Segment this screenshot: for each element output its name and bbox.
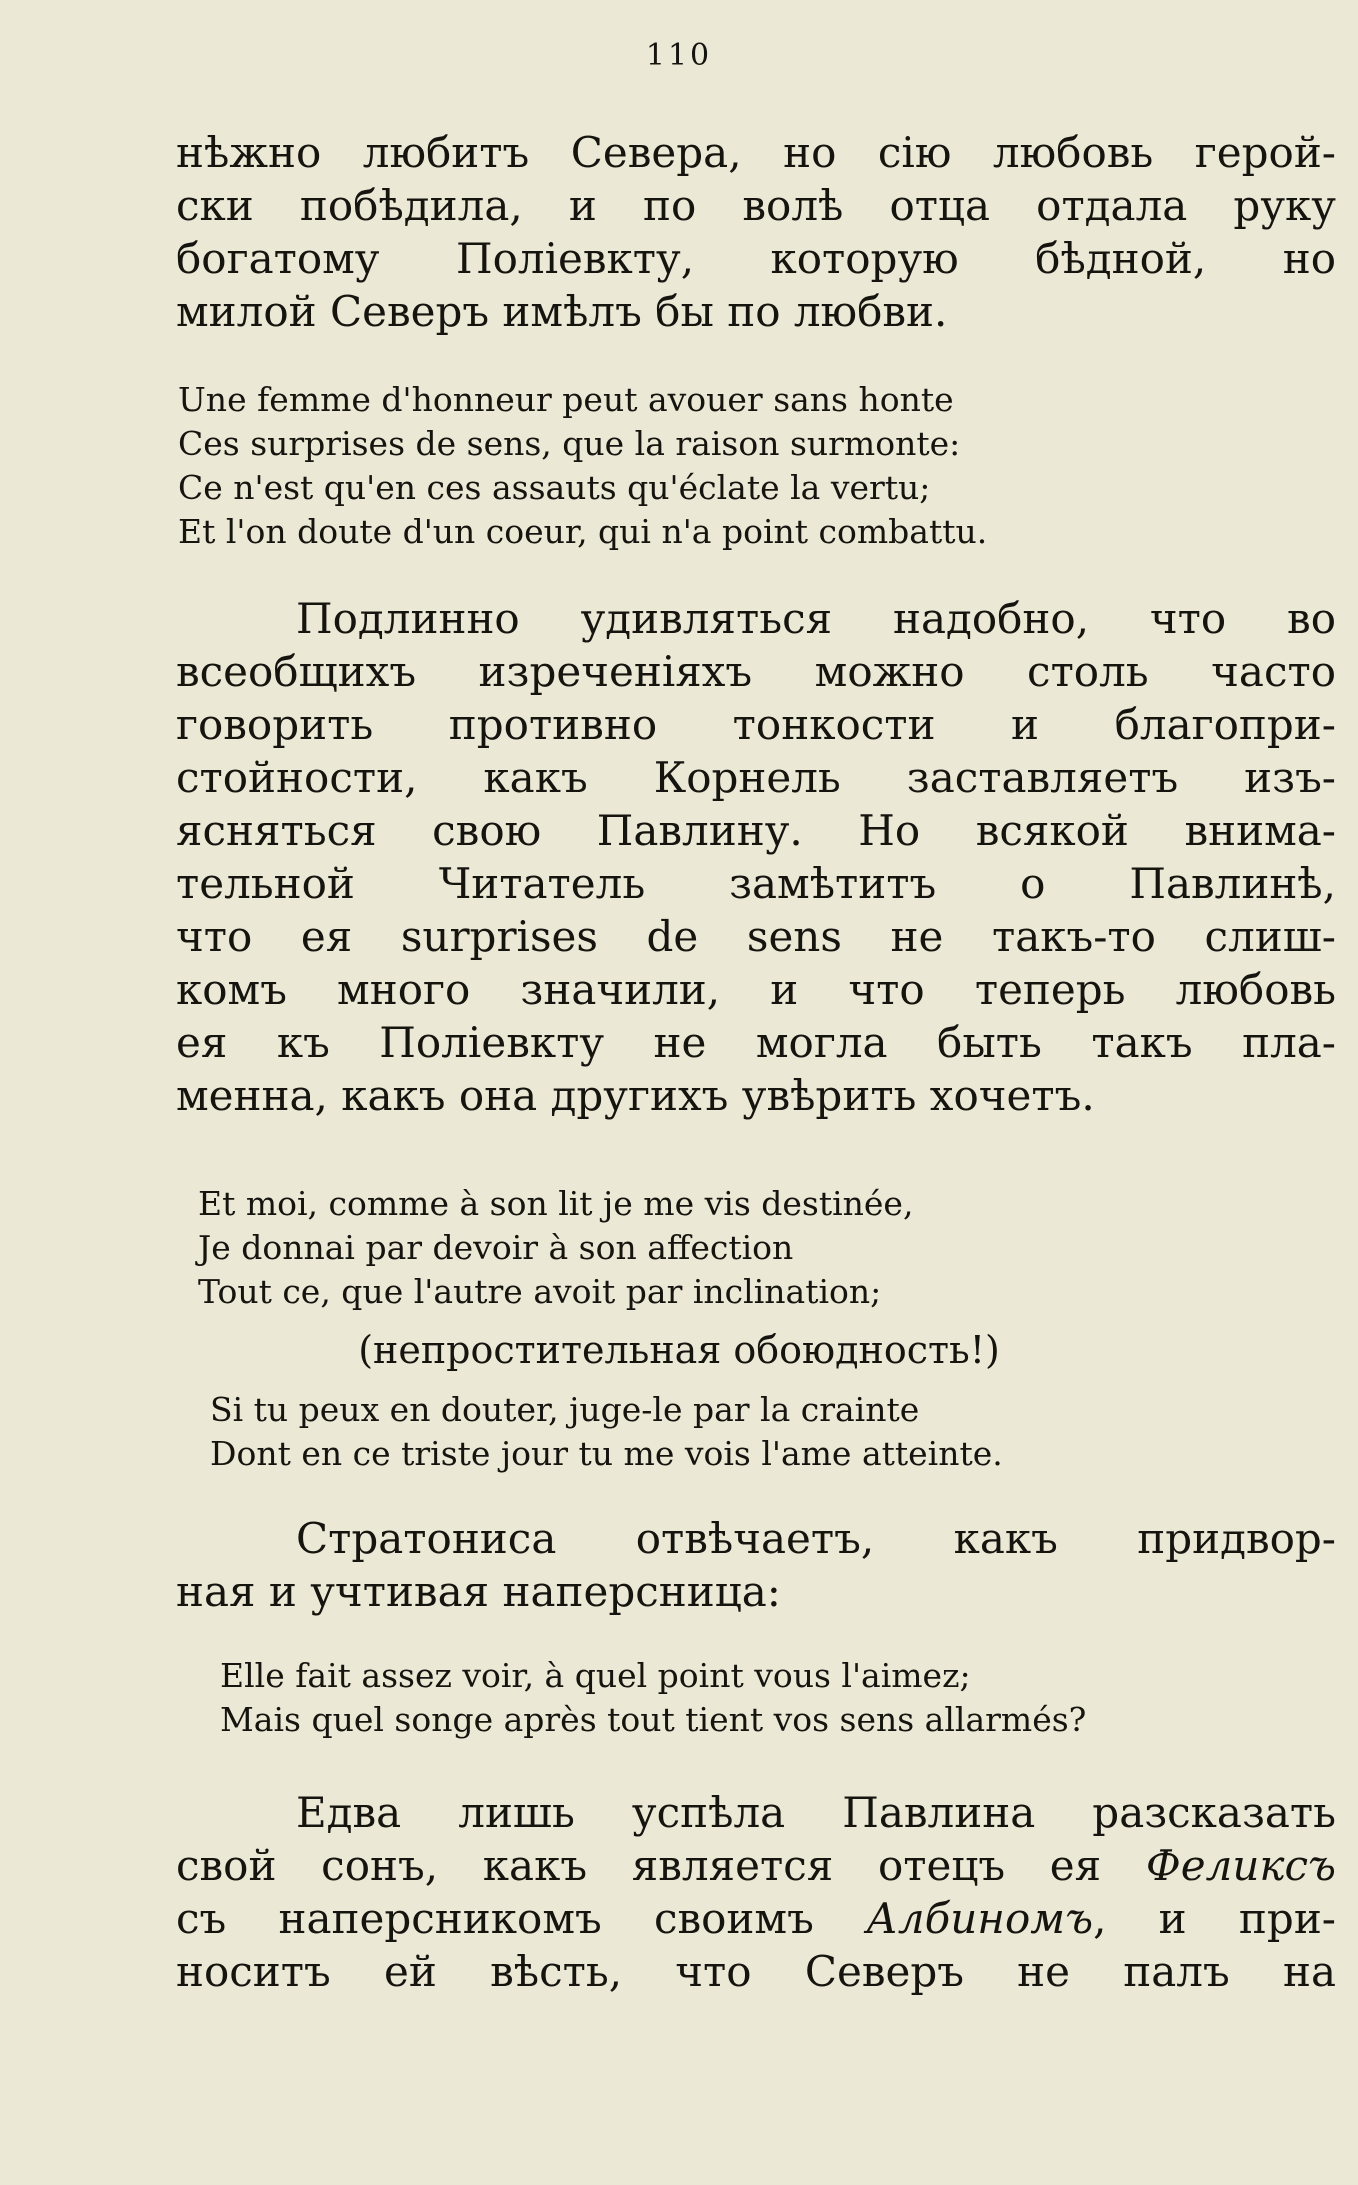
paragraph-1 (176, 126, 1336, 338)
verse-line: Elle fait assez voir, à quel point vous l'aimez; (220, 1656, 971, 1695)
text-line: нѣжно любитъ Севера, но сію любовь герой- (176, 128, 1336, 177)
page-number: 110 (645, 38, 713, 73)
verse-line: Tout ce, que l'autre avoit par inclination; (198, 1272, 882, 1311)
verse-line: Et moi, comme à son lit je me vis destinée, (198, 1184, 914, 1223)
verse-line: Ces surprises de sens, que la raison surmonte: (178, 424, 961, 463)
text-line: милой Северъ имѣлъ бы по любви. (176, 287, 948, 336)
paragraph-4 (176, 1786, 1336, 1998)
text-line: всеобщихъ изреченіяхъ можно столь часто (176, 647, 1336, 696)
verse-line: Une femme d'honneur peut avouer sans honte (178, 380, 954, 419)
verse-2 (198, 1182, 913, 1314)
text-line: что ея surprises de sens не такъ-то слиш- (176, 912, 1336, 961)
verse-3 (210, 1388, 1003, 1476)
verse-line: Ce n'est qu'en ces assauts qu'éclate la vertu; (178, 468, 931, 507)
text-line: богатому Поліевкту, которую бѣдной, но (176, 234, 1336, 283)
text-line: ски побѣдила, и по волѣ отца отдала руку (176, 181, 1336, 230)
text-line: ея къ Поліевкту не могла быть такъ пла- (176, 1018, 1336, 1067)
verse-line: Dont en ce triste jour tu me vois l'ame atteinte. (210, 1434, 1003, 1473)
verse-4 (220, 1654, 1086, 1742)
paragraph-3 (176, 1512, 1336, 1618)
verse-line: Mais quel songe après tout tient vos sens allarmés? (220, 1700, 1087, 1739)
paragraph-2 (176, 592, 1336, 1122)
verse-line: Si tu peux en douter, juge-le par la crainte (210, 1390, 920, 1429)
name-albin: Албиномъ (866, 1894, 1094, 1943)
text-line: ясняться свою Павлину. Но всякой внима- (176, 806, 1336, 855)
text-line: носитъ ей вѣсть, что Северъ не палъ на (176, 1947, 1336, 1996)
text-fragment: , и при- (1093, 1894, 1336, 1943)
text-line: тельной Читатель замѣтитъ о Павлинѣ, (176, 859, 1336, 908)
text-line: Подлинно удивляться надобно, что во (296, 594, 1336, 643)
verse-line: Et l'on doute d'un coeur, qui n'a point combattu. (178, 512, 988, 551)
text-line (176, 1839, 1336, 1892)
text-line (176, 1892, 1336, 1945)
text-line: ная и учтивая наперсница: (176, 1567, 781, 1616)
verse-line: Je donnai par devoir à son affection (198, 1228, 794, 1267)
text-line: говорить противно тонкости и благопри- (176, 700, 1336, 749)
verse-1 (178, 378, 987, 554)
text-line: Едва лишь успѣла Павлина разсказать (296, 1788, 1336, 1837)
text-line: Стратониса отвѣчаетъ, какъ придвор- (296, 1514, 1336, 1563)
aside-exclamation: (непростительная обоюдность!) (358, 1328, 1000, 1372)
text-line: стойности, какъ Корнель заставляетъ изъ- (176, 753, 1336, 802)
name-felix: Феликсъ (1145, 1841, 1336, 1890)
text-fragment: съ наперсникомъ своимъ (176, 1894, 867, 1943)
text-line: менна, какъ она другихъ увѣрить хочетъ. (176, 1071, 1095, 1120)
text-line: комъ много значили, и что теперь любовь (176, 965, 1336, 1014)
text-fragment: свой сонъ, какъ является отецъ ея (176, 1841, 1146, 1890)
